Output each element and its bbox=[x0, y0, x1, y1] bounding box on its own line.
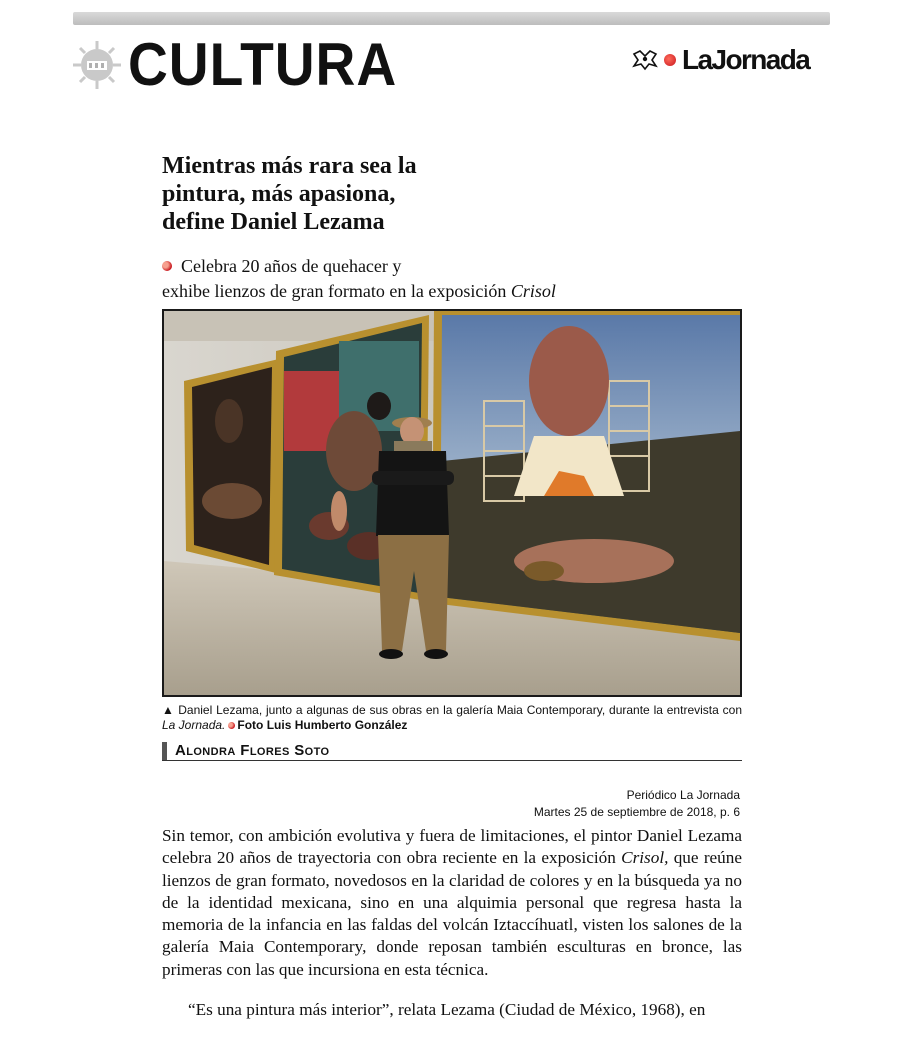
publication-meta bbox=[534, 787, 740, 821]
paragraph: “Es una pintura más interior”, relata Lezama (Ciudad de México, 1968), en bbox=[188, 1000, 706, 1020]
article-photo[interactable] bbox=[162, 309, 742, 697]
caption-text: ▲ Daniel Lezama, junto a algunas de sus obras en la galería Maia Contemporary, durante la entrevista con bbox=[162, 703, 742, 717]
bullet-icon bbox=[162, 261, 172, 271]
byline bbox=[162, 741, 742, 761]
red-dot-icon bbox=[664, 54, 676, 66]
article-subhead bbox=[162, 254, 742, 304]
credit-dot-icon bbox=[228, 722, 235, 729]
photo-credit: Foto Luis Humberto González bbox=[237, 718, 408, 732]
caption-italic: La Jornada. bbox=[162, 718, 226, 732]
paragraph: Sin temor, con ambición evolutiva y fuera de limitaciones, el pintor Daniel Lezama celebra 20 años de trayectoria con obra reciente en la exposición Crisol, que reúne lienzos de gran formato, novedosos en la claridad de colores y en la búsqueda ya no de la identidad mexicana, sino en una alquimia personal que regresa hasta la memoria de la infancia en las faldas del volcán Iztaccíhuatl, visten los salones de la galería Maia Contemporary, donde reposan también esculturas en bronce, las primeras con las que incursiona en esta técnica. bbox=[162, 826, 742, 979]
paper-name: LaJornada bbox=[682, 44, 810, 75]
article-headline bbox=[162, 152, 492, 236]
top-rule-bar bbox=[73, 12, 830, 25]
byline-bar bbox=[162, 742, 167, 760]
sun-emblem-icon bbox=[72, 40, 122, 90]
headline-line: pintura, más apasiona, bbox=[162, 181, 396, 207]
la-jornada-logo[interactable] bbox=[632, 44, 809, 76]
exhibition-title-inline: Crisol, bbox=[621, 848, 669, 868]
eagle-emblem-icon bbox=[632, 48, 658, 72]
section-title: CULTURA bbox=[128, 31, 398, 98]
gallery-photo-illustration bbox=[164, 311, 740, 695]
author-name: Alondra Flores Soto bbox=[175, 742, 330, 759]
headline-line: Mientras más rara sea la bbox=[162, 153, 417, 179]
source-label: Periódico La Jornada bbox=[626, 788, 740, 802]
exhibition-title: Crisol bbox=[510, 281, 556, 301]
subhead-line1: Celebra 20 años de quehacer y bbox=[181, 256, 402, 276]
publication-date: Martes 25 de septiembre de 2018, p. 6 bbox=[533, 805, 740, 819]
headline-line: define Daniel Lezama bbox=[162, 209, 385, 235]
photo-caption bbox=[162, 703, 742, 733]
article-body bbox=[162, 825, 742, 1021]
subhead-line2: exhibe lienzos de gran formato en la exposición bbox=[162, 281, 511, 301]
